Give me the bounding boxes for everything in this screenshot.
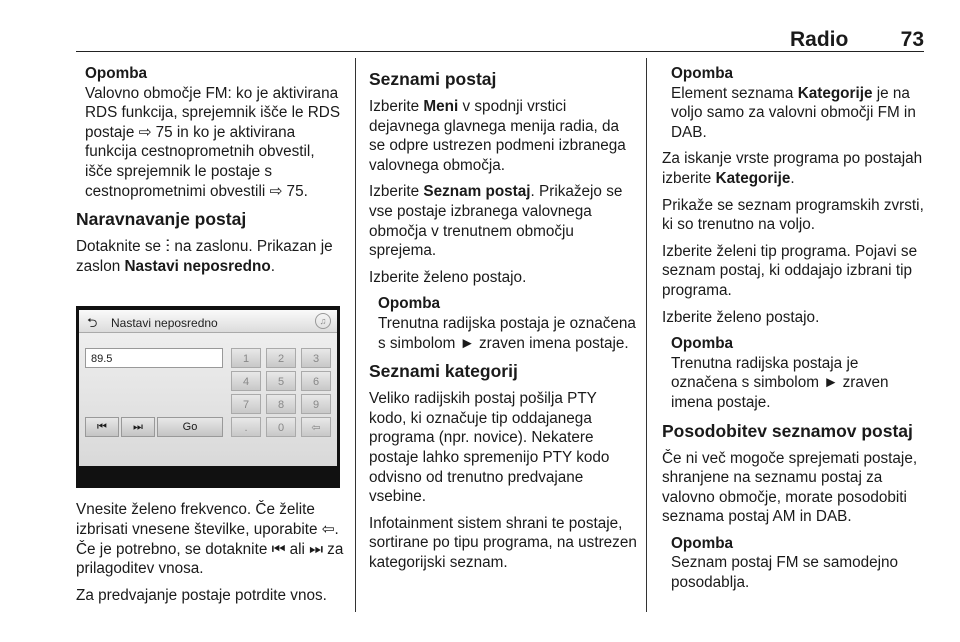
paragraph: Veliko radijskih postaj pošilja PTY kodo, ki označuje tip oddajanega programa (npr. novice). Nekatere postaje lahko spremenijo PTY kodo odvisno od trenutno predvajane vsebine. <box>369 390 610 506</box>
note-box <box>76 64 344 201</box>
key-9[interactable]: 9 <box>301 394 331 414</box>
note-box <box>662 334 928 412</box>
key-1[interactable]: 1 <box>231 348 261 368</box>
ui-term: Meni <box>423 98 459 115</box>
column-divider-1 <box>355 58 356 612</box>
paragraph: Vnesite želeno frekvenco. Če želite izbrisati vnesene številke, uporabite ⇦. Če je potrebno, se dotaknite ⏮ ali ⏭ za prilagoditev vnosa. <box>76 501 344 578</box>
text-run: Za iskanje vrste programa po postajah izberite <box>662 150 923 187</box>
column-1 <box>76 64 344 612</box>
key-8[interactable]: 8 <box>266 394 296 414</box>
note-title: Opomba <box>671 534 734 552</box>
column-2 <box>369 64 637 579</box>
section-heading: Seznami kategorij <box>369 361 518 382</box>
note-box <box>369 294 637 353</box>
key-3[interactable]: 3 <box>301 348 331 368</box>
ui-term: Nastavi neposredno <box>124 257 271 275</box>
page-number: 73 <box>900 28 924 51</box>
note-text: Seznam postaj FM se samodejno posodablja. <box>671 554 899 592</box>
text-run: . <box>790 169 795 187</box>
screen-title-bar <box>79 310 337 333</box>
section-heading: Naravnavanje postaj <box>76 209 247 230</box>
section-heading: Seznami postaj <box>369 69 497 89</box>
seek-forward-button[interactable]: ⏭ <box>121 417 155 437</box>
text-run: Element seznama <box>671 84 798 102</box>
paragraph <box>76 237 344 276</box>
music-icon[interactable]: ♫ <box>315 313 331 329</box>
device-screen <box>79 310 337 466</box>
text-run: v spodnji vrstici dejavnega glavnega menija radia, da se odpre ustrezen podmeni izbranega valovnega območja. <box>369 98 626 174</box>
paragraph: Infotainment sistem shrani te postaje, sortirane po tipu programa, na ustrezen kategorijski seznam. <box>369 514 637 571</box>
header-rule <box>76 51 924 52</box>
tune-icon: ⵗ <box>165 238 171 256</box>
page-header <box>0 0 960 52</box>
note-title: Opomba <box>378 295 441 313</box>
text-run: . <box>270 257 275 275</box>
note-title: Opomba <box>671 65 734 82</box>
text-run: Dotaknite se <box>76 238 166 256</box>
back-arrow-icon[interactable]: ⮌ <box>87 315 98 331</box>
key-5[interactable]: 5 <box>266 371 296 391</box>
note-text: Trenutna radijska postaja je označena s simbolom ► zraven imena postaje. <box>671 354 889 411</box>
frequency-input[interactable]: 89.5 <box>85 348 223 368</box>
note-box <box>662 64 928 142</box>
text-run: na zaslonu. Prikazan je zaslon <box>76 238 333 275</box>
paragraph: Za predvajanje postaje potrdite vnos. <box>76 586 327 604</box>
paragraph <box>369 182 637 260</box>
note-title: Opomba <box>85 65 148 82</box>
text-run: Izberite <box>369 183 424 201</box>
paragraph <box>662 149 928 188</box>
paragraph <box>369 97 637 175</box>
section-title: Radio <box>790 28 849 51</box>
paragraph: Prikaže se seznam programskih zvrsti, ki so trenutno na voljo. <box>662 196 924 234</box>
ui-term: Kategorije <box>797 84 873 102</box>
column-divider-2 <box>646 58 647 612</box>
go-button[interactable]: Go <box>157 417 223 437</box>
paragraph: Če ni več mogoče sprejemati postaje, shranjene na seznamu postaj za valovno območje, morate posodobiti seznama postaj AM in DAB. <box>662 449 918 526</box>
key-dot[interactable]: . <box>231 417 261 437</box>
section-heading: Posodobitev seznamov postaj <box>662 420 913 441</box>
note-text: Valovno območje FM: ko je aktivirana RDS funkcija, sprejemnik išče le RDS postaje ⇨ 75 in ko je aktivirana funkcija cestnoprometnih obvestil, išče sprejemnik le postaje s cestnoprometnimi obvestili ⇨ 75. <box>85 84 341 200</box>
paragraph: Izberite želeni tip programa. Pojavi se seznam postaj, ki oddajajo izbrani tip programa. <box>662 242 918 299</box>
column-3 <box>662 64 928 600</box>
screen-title: Nastavi neposredno <box>111 316 218 331</box>
text-run: Izberite <box>369 98 424 115</box>
key-0[interactable]: 0 <box>266 417 296 437</box>
key-4[interactable]: 4 <box>231 371 261 391</box>
key-7[interactable]: 7 <box>231 394 261 414</box>
text-run: . Prikažejo se vse postaje izbranega valovnega območja v trenutnem območju sprejema. <box>369 183 623 260</box>
key-2[interactable]: 2 <box>266 348 296 368</box>
backspace-key[interactable]: ⇦ <box>301 417 331 437</box>
paragraph: Izberite želeno postajo. <box>369 268 527 286</box>
key-6[interactable]: 6 <box>301 371 331 391</box>
note-text: Trenutna radijska postaja je označena s simbolom ► zraven imena postaje. <box>378 314 636 352</box>
paragraph: Izberite želeno postajo. <box>662 308 820 326</box>
text-run: je na voljo samo za valovni območji FM in DAB. <box>671 84 916 141</box>
seek-back-button[interactable]: ⏮ <box>85 417 119 437</box>
note-title: Opomba <box>671 335 734 353</box>
ui-term: Seznam postaj <box>423 183 531 201</box>
device-screenshot <box>76 306 340 488</box>
ui-term: Kategorije <box>715 169 791 187</box>
note-box <box>662 534 928 593</box>
